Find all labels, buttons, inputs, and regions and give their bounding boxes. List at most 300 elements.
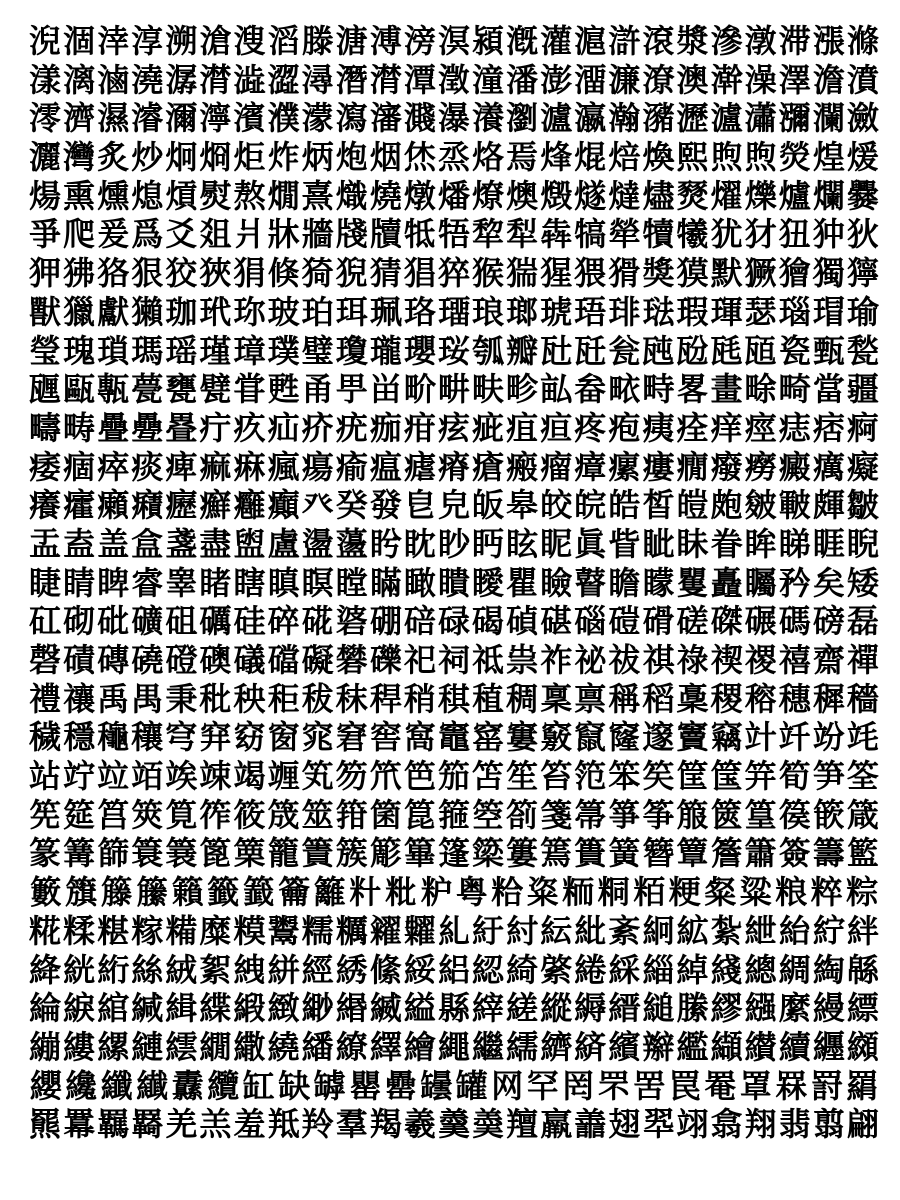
glyph-char: 羲 <box>403 1105 436 1144</box>
glyph-char: 竍 <box>744 718 777 757</box>
glyph-char: 瑁 <box>812 292 845 331</box>
glyph-char: 簽 <box>778 834 811 873</box>
glyph-char: 紵 <box>812 911 845 950</box>
glyph-char: 猾 <box>608 254 641 293</box>
glyph-char: 竰 <box>267 757 300 796</box>
glyph-char: 縉 <box>608 989 641 1028</box>
glyph-char: 瞑 <box>301 563 334 602</box>
glyph-char: 竭 <box>233 757 266 796</box>
glyph-char: 甓 <box>199 370 232 409</box>
glyph-char: 滌 <box>846 22 879 60</box>
glyph-char: 籟 <box>171 873 204 912</box>
glyph-char: 爿 <box>233 215 266 254</box>
glyph-char: 睿 <box>131 563 164 602</box>
glyph-char: 緇 <box>642 950 675 989</box>
glyph-char: 磅 <box>812 602 845 641</box>
glyph-char: 熏 <box>63 176 96 215</box>
glyph-char: 猊 <box>335 254 368 293</box>
glyph-char: 粲 <box>704 873 737 912</box>
glyph-char: 碵 <box>506 602 539 641</box>
glyph-char: 潸 <box>199 60 232 99</box>
glyph-char: 稍 <box>403 679 436 718</box>
glyph-char: 箙 <box>676 795 709 834</box>
glyph-char: 總 <box>744 950 777 989</box>
glyph-char: 紮 <box>710 911 743 950</box>
glyph-char: 璧 <box>301 331 334 370</box>
glyph-char: 濟 <box>63 99 96 138</box>
glyph-char: 篳 <box>403 834 436 873</box>
glyph-char: 涬 <box>97 22 130 60</box>
glyph-char: 簇 <box>335 834 368 873</box>
glyph-char: 竏 <box>778 718 811 757</box>
glyph-char: 籏 <box>65 873 98 912</box>
glyph-char: 眛 <box>676 524 709 563</box>
glyph-char: 烙 <box>472 138 505 177</box>
glyph-char: 筱 <box>233 795 266 834</box>
glyph-char: 碼 <box>778 602 811 641</box>
glyph-char: 眸 <box>744 524 777 563</box>
glyph-char: 秡 <box>301 679 334 718</box>
glyph-char: 瓠 <box>472 331 505 370</box>
glyph-char: 眥 <box>608 524 641 563</box>
glyph-char: 翡 <box>778 1105 811 1144</box>
glyph-char: 纉 <box>744 1027 777 1066</box>
glyph-char: 瘋 <box>267 447 300 486</box>
glyph-char: 瓏 <box>369 331 402 370</box>
glyph-char: 笊 <box>369 757 402 796</box>
glyph-char: 篆 <box>29 834 62 873</box>
glyph-char: 矮 <box>846 563 879 602</box>
glyph-char: 笵 <box>574 757 607 796</box>
glyph-row <box>28 951 880 990</box>
glyph-char: 焜 <box>574 138 607 177</box>
glyph-char: 磧 <box>63 641 96 679</box>
glyph-char: 癬 <box>199 486 232 525</box>
glyph-char: 篥 <box>233 834 266 873</box>
glyph-char: 盞 <box>165 524 198 563</box>
glyph-char: 獏 <box>676 254 709 293</box>
glyph-char: 譱 <box>574 1105 607 1144</box>
glyph-char: 燗 <box>267 176 300 215</box>
glyph-char: 灌 <box>540 22 573 60</box>
glyph-char: 潼 <box>472 60 505 99</box>
glyph-char: 箍 <box>437 795 470 834</box>
glyph-char: 痾 <box>846 408 879 447</box>
glyph-char: 簪 <box>642 834 675 873</box>
glyph-char: 瓔 <box>403 331 436 370</box>
glyph-char: 皺 <box>846 486 879 525</box>
glyph-char: 疽 <box>506 408 539 447</box>
glyph-char: 繹 <box>369 1027 402 1066</box>
glyph-char: 烝 <box>437 138 470 177</box>
glyph-char: 砌 <box>63 602 96 641</box>
glyph-char: 縣 <box>437 989 470 1028</box>
glyph-char: 瘍 <box>301 447 334 486</box>
glyph-char: 痺 <box>165 447 198 486</box>
glyph-char: 穃 <box>744 679 777 718</box>
glyph-char: 羯 <box>369 1105 402 1144</box>
glyph-char: 瞠 <box>335 563 368 602</box>
glyph-char: 祠 <box>437 641 470 679</box>
glyph-char: 縡 <box>472 989 505 1028</box>
glyph-char: 籔 <box>29 873 62 912</box>
glyph-char: 皖 <box>574 486 607 525</box>
glyph-char: 癧 <box>165 486 198 525</box>
glyph-char: 眇 <box>437 524 470 563</box>
glyph-char: 癲 <box>267 486 300 525</box>
glyph-char: 燒 <box>369 176 402 215</box>
glyph-char: 秧 <box>233 679 266 718</box>
glyph-char: 羃 <box>63 1105 96 1144</box>
glyph-row <box>28 332 880 371</box>
glyph-char: 矗 <box>710 563 743 602</box>
glyph-char: 禝 <box>744 641 777 679</box>
glyph-char: 翅 <box>608 1105 641 1144</box>
glyph-char: 縱 <box>540 989 573 1028</box>
glyph-char: 滲 <box>710 22 743 60</box>
glyph-char: 瓩 <box>574 331 607 370</box>
glyph-char: 禮 <box>29 679 62 718</box>
glyph-char: 纒 <box>812 1027 845 1066</box>
glyph-char: 珱 <box>437 331 470 370</box>
glyph-char: 秣 <box>335 679 368 718</box>
glyph-char: 爭 <box>29 215 62 254</box>
glyph-row <box>28 177 880 216</box>
glyph-char: 笆 <box>403 757 436 796</box>
glyph-char: 絅 <box>642 911 675 950</box>
glyph-char: 澣 <box>710 60 743 99</box>
glyph-char: 箚 <box>506 795 539 834</box>
glyph-char: 紆 <box>472 911 505 950</box>
glyph-char: 畤 <box>642 370 675 409</box>
glyph-char: 狷 <box>233 254 266 293</box>
glyph-char: 祟 <box>506 641 539 679</box>
glyph-char: 秕 <box>199 679 232 718</box>
glyph-char: 燹 <box>676 176 709 215</box>
glyph-char: 綏 <box>403 950 436 989</box>
glyph-char: 簓 <box>369 834 402 873</box>
glyph-char: 繧 <box>165 1027 198 1066</box>
glyph-char: 淳 <box>131 22 164 60</box>
glyph-char: 瘴 <box>574 447 607 486</box>
glyph-char: 猜 <box>369 254 402 293</box>
glyph-char: 皙 <box>642 486 675 525</box>
glyph-char: 爰 <box>97 215 130 254</box>
glyph-char: 紂 <box>506 911 539 950</box>
glyph-char: 綺 <box>506 950 539 989</box>
glyph-char: 潘 <box>506 60 539 99</box>
glyph-char: 絖 <box>63 950 96 989</box>
glyph-char: 硴 <box>301 602 334 641</box>
glyph-char: 濺 <box>403 99 436 138</box>
glyph-char: 硼 <box>369 602 402 641</box>
glyph-row <box>28 409 880 448</box>
glyph-char: 罎 <box>420 1066 453 1105</box>
glyph-char: 盥 <box>233 524 266 563</box>
glyph-row <box>28 834 880 873</box>
glyph-char: 筍 <box>778 757 811 796</box>
glyph-char: 漲 <box>812 22 845 60</box>
glyph-char: 縻 <box>778 989 811 1028</box>
glyph-char: 睨 <box>846 524 879 563</box>
glyph-char: 笂 <box>301 757 334 796</box>
glyph-char: 羌 <box>165 1105 198 1144</box>
glyph-char: 碎 <box>267 602 300 641</box>
glyph-char: 狄 <box>846 215 879 254</box>
glyph-char: 竢 <box>165 757 198 796</box>
glyph-char: 爐 <box>778 176 811 215</box>
glyph-char: 獗 <box>744 254 777 293</box>
glyph-char: 祗 <box>472 641 505 679</box>
glyph-char: 筺 <box>710 757 743 796</box>
glyph-char: 燿 <box>710 176 743 215</box>
glyph-char: 猩 <box>540 254 573 293</box>
glyph-char: 緞 <box>233 989 266 1028</box>
glyph-char: 禳 <box>63 679 96 718</box>
glyph-char: 爍 <box>744 176 777 215</box>
glyph-char: 璢 <box>437 292 470 331</box>
glyph-char: 瞼 <box>540 563 573 602</box>
glyph-char: 疳 <box>403 408 436 447</box>
glyph-char: 礒 <box>233 641 266 679</box>
glyph-char: 穉 <box>812 679 845 718</box>
glyph-char: 炸 <box>267 138 300 177</box>
glyph-char: 糺 <box>437 911 470 950</box>
glyph-char: 簣 <box>574 834 607 873</box>
glyph-char: 瀝 <box>676 99 709 138</box>
glyph-char: 眩 <box>506 524 539 563</box>
glyph-char: 瘠 <box>437 447 470 486</box>
glyph-char: 羣 <box>335 1105 368 1144</box>
glyph-char: 猴 <box>472 254 505 293</box>
glyph-char: 翦 <box>812 1105 845 1144</box>
glyph-char: 箋 <box>540 795 573 834</box>
glyph-char: 羸 <box>540 1105 573 1144</box>
glyph-char: 瘤 <box>540 447 573 486</box>
glyph-char: 筧 <box>165 795 198 834</box>
glyph-char: 熒 <box>778 138 811 177</box>
glyph-char: 瑶 <box>165 331 198 370</box>
glyph-char: 絏 <box>233 950 266 989</box>
glyph-char: 蘯 <box>335 524 368 563</box>
glyph-char: 皈 <box>472 486 505 525</box>
glyph-char: 笞 <box>540 757 573 796</box>
glyph-char: 睾 <box>165 563 198 602</box>
glyph-char: 竄 <box>574 718 607 757</box>
glyph-char: 罍 <box>384 1066 417 1105</box>
glyph-char: 痒 <box>710 408 743 447</box>
glyph-char: 睇 <box>778 524 811 563</box>
glyph-char: 糯 <box>301 911 334 950</box>
glyph-char: 絳 <box>29 950 62 989</box>
glyph-char: 砠 <box>165 602 198 641</box>
glyph-char: 邃 <box>642 718 675 757</box>
glyph-char: 燧 <box>574 176 607 215</box>
glyph-char: 粭 <box>491 873 524 912</box>
glyph-char: 爼 <box>199 215 232 254</box>
glyph-char: 炙 <box>97 138 130 177</box>
glyph-char: 瑙 <box>778 292 811 331</box>
glyph-char: 瘉 <box>335 447 368 486</box>
glyph-char: 縟 <box>574 989 607 1028</box>
glyph-char: 癰 <box>233 486 266 525</box>
glyph-char: 禹 <box>97 679 130 718</box>
glyph-char: 祕 <box>574 641 607 679</box>
glyph-char: 瑰 <box>63 331 96 370</box>
glyph-char: 澑 <box>574 60 607 99</box>
glyph-row <box>28 215 880 254</box>
glyph-char: 笏 <box>335 757 368 796</box>
glyph-char: 燵 <box>608 176 641 215</box>
glyph-char: 痲 <box>199 447 232 486</box>
glyph-char: 縷 <box>63 1027 96 1066</box>
glyph-char: 盪 <box>301 524 334 563</box>
glyph-char: 纐 <box>846 1027 879 1066</box>
glyph-char: 竅 <box>540 718 573 757</box>
glyph-char: 玳 <box>199 292 232 331</box>
glyph-char: 竚 <box>63 757 96 796</box>
glyph-char: 睫 <box>29 563 62 602</box>
glyph-char: 煥 <box>642 138 675 177</box>
glyph-row <box>28 1028 880 1067</box>
glyph-char: 硅 <box>233 602 266 641</box>
glyph-char: 繖 <box>233 1027 266 1066</box>
glyph-char: 碪 <box>540 602 573 641</box>
glyph-char: 篁 <box>744 795 777 834</box>
glyph-char: 瞽 <box>574 563 607 602</box>
glyph-char: 瘧 <box>403 447 436 486</box>
glyph-char: 燎 <box>472 176 505 215</box>
glyph-char: 潡 <box>744 22 777 60</box>
glyph-char: 癇 <box>676 447 709 486</box>
glyph-char: 犁 <box>506 215 539 254</box>
glyph-char: 瑣 <box>97 331 130 370</box>
glyph-char: 笳 <box>437 757 470 796</box>
glyph-char: 纜 <box>207 1066 240 1105</box>
glyph-char: 磆 <box>642 602 675 641</box>
glyph-char: 箘 <box>369 795 402 834</box>
glyph-char: 纔 <box>65 1066 98 1105</box>
glyph-char: 籌 <box>812 834 845 873</box>
glyph-char: 獸 <box>29 292 62 331</box>
glyph-char: 畊 <box>437 370 470 409</box>
glyph-char: 羈 <box>97 1105 130 1144</box>
glyph-char: 站 <box>29 757 62 796</box>
glyph-char: 縢 <box>676 989 709 1028</box>
glyph-char: 痙 <box>744 408 777 447</box>
glyph-row <box>28 138 880 177</box>
glyph-char: 瞞 <box>369 563 402 602</box>
glyph-char: 簔 <box>165 834 198 873</box>
glyph-char: 繽 <box>608 1027 641 1066</box>
glyph-char: 疣 <box>335 408 368 447</box>
glyph-char: 瓰 <box>676 331 709 370</box>
glyph-char: 畩 <box>608 370 641 409</box>
glyph-char: 狎 <box>29 254 62 293</box>
glyph-char: 狡 <box>165 254 198 293</box>
glyph-char: 綸 <box>29 989 62 1028</box>
glyph-char: 犧 <box>676 215 709 254</box>
glyph-char: 簑 <box>131 834 164 873</box>
glyph-char: 焙 <box>608 138 641 177</box>
glyph-char: 畫 <box>710 370 743 409</box>
glyph-char: 稾 <box>676 679 709 718</box>
glyph-char: 穰 <box>131 718 164 757</box>
glyph-char: 瓲 <box>642 331 675 370</box>
glyph-char: 潦 <box>642 60 675 99</box>
glyph-char: 疱 <box>608 408 641 447</box>
glyph-char: 繙 <box>301 1027 334 1066</box>
glyph-char: 絽 <box>437 950 470 989</box>
glyph-char: 綽 <box>676 950 709 989</box>
glyph-char: 羂 <box>846 1066 879 1105</box>
glyph-char: 笘 <box>472 757 505 796</box>
glyph-char: 粡 <box>597 873 630 912</box>
glyph-char: 粹 <box>810 873 843 912</box>
glyph-char: 磊 <box>846 602 879 641</box>
glyph-char: 皎 <box>540 486 573 525</box>
glyph-char: 牀 <box>267 215 300 254</box>
glyph-char: 罅 <box>313 1066 346 1105</box>
glyph-char: 疼 <box>574 408 607 447</box>
glyph-char: 瀟 <box>744 99 777 138</box>
glyph-char: 籃 <box>846 834 879 873</box>
glyph-char: 瀲 <box>846 99 879 138</box>
glyph-char: 罟 <box>633 1066 666 1105</box>
glyph-row <box>28 486 880 525</box>
glyph-char: 繦 <box>744 989 777 1028</box>
glyph-char: 滸 <box>608 22 641 60</box>
glyph-char: 癸 <box>335 486 368 525</box>
glyph-char: 涸 <box>63 22 96 60</box>
glyph-char: 疉 <box>131 408 164 447</box>
glyph-char: 甞 <box>233 370 266 409</box>
glyph-char: 綮 <box>540 950 573 989</box>
glyph-char: 窩 <box>403 718 436 757</box>
glyph-char: 粳 <box>668 873 701 912</box>
glyph-char: 瞰 <box>403 563 436 602</box>
glyph-char: 畆 <box>540 370 573 409</box>
glyph-row <box>28 1067 880 1106</box>
glyph-char: 牾 <box>437 215 470 254</box>
glyph-char: 罘 <box>597 1066 630 1105</box>
glyph-char: 縵 <box>812 989 845 1028</box>
glyph-char: 畄 <box>369 370 402 409</box>
glyph-char: 癡 <box>846 447 879 486</box>
glyph-row <box>28 99 880 138</box>
glyph-row <box>28 602 880 641</box>
glyph-char: 繩 <box>437 1027 470 1066</box>
glyph-char: 玻 <box>267 292 300 331</box>
glyph-char: 罌 <box>349 1066 382 1105</box>
glyph-char: 默 <box>710 254 743 293</box>
glyph-char: 絣 <box>267 950 300 989</box>
glyph-char: 箟 <box>403 795 436 834</box>
glyph-char: 矜 <box>778 563 811 602</box>
glyph-char: 綰 <box>97 989 130 1028</box>
glyph-char: 瓣 <box>506 331 539 370</box>
glyph-char: 紿 <box>778 911 811 950</box>
glyph-char: 粮 <box>775 873 808 912</box>
glyph-char: 甬 <box>301 370 334 409</box>
glyph-char: 縊 <box>403 989 436 1028</box>
glyph-char: 疝 <box>267 408 300 447</box>
glyph-char: 甍 <box>131 370 164 409</box>
glyph-char: 礪 <box>199 602 232 641</box>
glyph-char: 竈 <box>437 718 470 757</box>
glyph-char: 淣 <box>29 22 62 60</box>
glyph-char: 狠 <box>131 254 164 293</box>
